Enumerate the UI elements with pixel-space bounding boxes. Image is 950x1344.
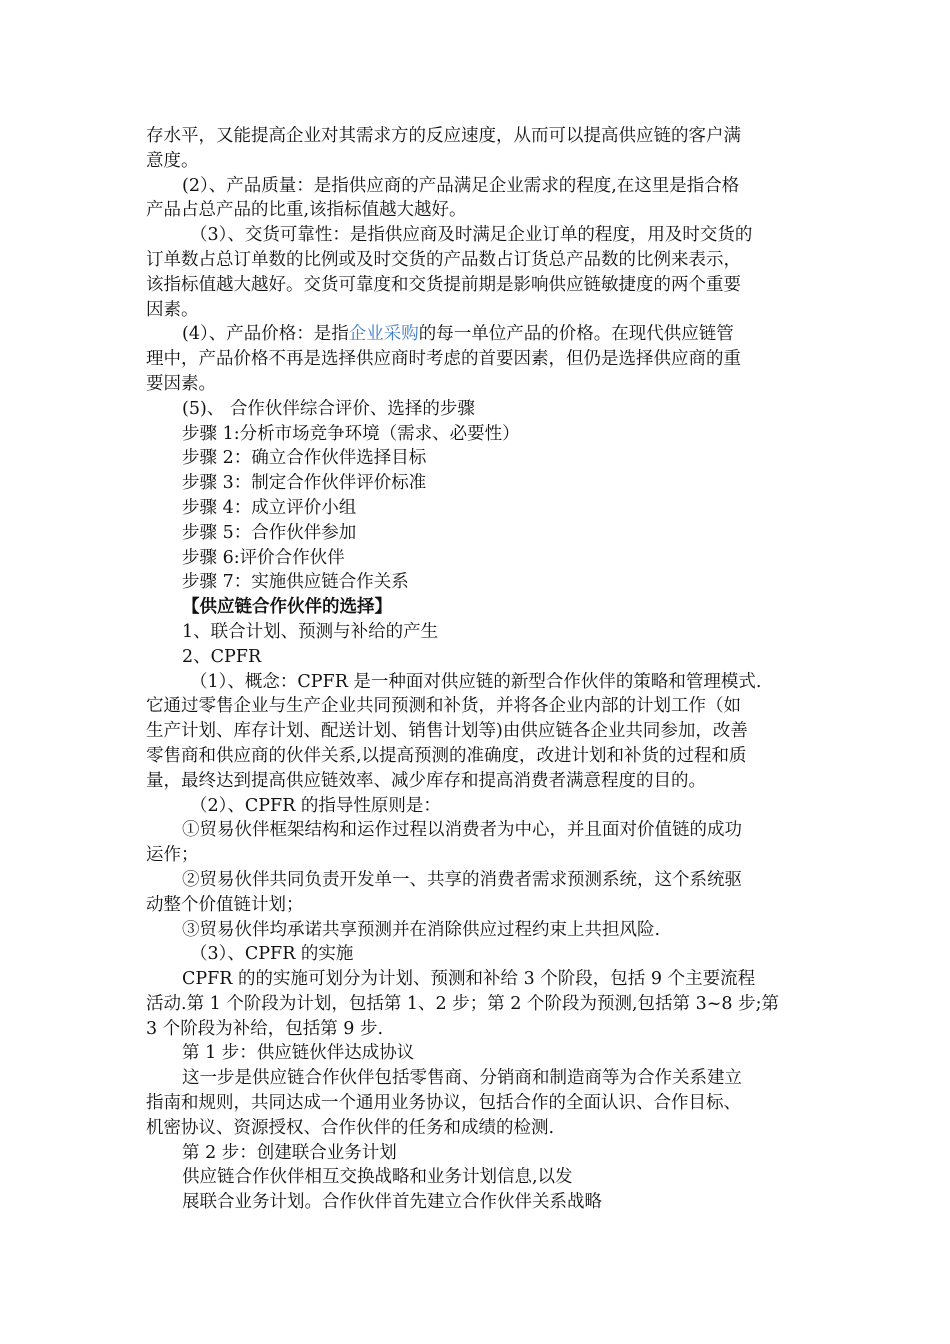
text-line: ②贸易伙伴共同负责开发单一、共享的消费者需求预测系统，这个系统驱 bbox=[182, 869, 742, 890]
text-line: 步骤 2：确立合作伙伴选择目标 bbox=[182, 448, 427, 469]
text-line: 步骤 7：实施供应链合作关系 bbox=[182, 572, 409, 593]
text-line: 步骤 1:分析市场竞争环境（需求、必要性） bbox=[182, 423, 520, 444]
text-line: 订单数占总订单数的比例或及时交货的产品数占订货总产品数的比例来表示， bbox=[146, 249, 741, 270]
text-line: 供应链合作伙伴相互交换战略和业务计划信息,以发 bbox=[182, 1167, 573, 1188]
text-line: (2）、产品质量：是指供应商的产品满足企业需求的程度,在这里是指合格 bbox=[182, 175, 740, 196]
text-line: 零售商和供应商的伙伴关系,以提高预测的准确度，改进计划和补货的过程和质 bbox=[146, 745, 747, 766]
text-line: 第 1 步：供应链伙伴达成协议 bbox=[182, 1043, 415, 1064]
enterprise-procurement-link[interactable]: 企业采购 bbox=[348, 324, 419, 345]
text-line: 因素。 bbox=[146, 299, 199, 320]
text-line: (5)、 合作伙伴综合评价、选择的步骤 bbox=[182, 398, 475, 419]
text-line: 意度。 bbox=[146, 150, 199, 171]
text-line: 产品占总产品的比重,该指标值越大越好。 bbox=[146, 200, 467, 221]
text-line: ①贸易伙伴框架结构和运作过程以消费者为中心，并且面对价值链的成功 bbox=[182, 820, 742, 841]
text-line: ③贸易伙伴均承诺共享预测并在消除供应过程约束上共担风险. bbox=[182, 919, 661, 940]
text-line: 该指标值越大越好。交货可靠度和交货提前期是影响供应链敏捷度的两个重要 bbox=[146, 274, 741, 295]
text-line: 步骤 4：成立评价小组 bbox=[182, 497, 357, 518]
text-line: 生产计划、库存计划、配送计划、销售计划等)由供应链各企业共同参加，改善 bbox=[146, 721, 748, 742]
text-line: CPFR 的的实施可划分为计划、预测和补给 3 个阶段，包括 9 个主要流程 bbox=[182, 969, 756, 990]
text-line: （1）、概念：CPFR 是一种面对供应链的新型合作伙伴的策略和管理模式. bbox=[190, 671, 762, 692]
text-span: (4）、产品价格：是指 bbox=[182, 324, 349, 345]
text-line: 活动.第 1 个阶段为计划，包括第 1、2 步；第 2 个阶段为预测,包括第 3~8 步;第 bbox=[146, 993, 779, 1014]
text-line: 1、联合计划、预测与补给的产生 bbox=[182, 621, 439, 642]
text-line: 机密协议、资源授权、合作伙伴的任务和成绩的检测. bbox=[146, 1117, 555, 1138]
text-line: 指南和规则，共同达成一个通用业务协议，包括合作的全面认识、合作目标、 bbox=[146, 1093, 741, 1114]
text-line: 存水平，又能提高企业对其需求方的反应速度，从而可以提高供应链的客户满 bbox=[146, 126, 741, 146]
text-line: 2、CPFR bbox=[182, 646, 262, 667]
text-line: 理中，产品价格不再是选择供应商时考虑的首要因素，但仍是选择供应商的重 bbox=[146, 349, 741, 370]
text-line: 步骤 3：制定合作伙伴评价标准 bbox=[182, 473, 427, 494]
text-line: （2）、CPFR 的指导性原则是： bbox=[190, 795, 441, 816]
text-line: 运作； bbox=[146, 845, 199, 866]
text-line: 量，最终达到提高供应链效率、减少库存和提高消费者满意程度的目的。 bbox=[146, 770, 706, 791]
text-span: 的每一单位产品的价格。在现代供应链管 bbox=[418, 324, 734, 345]
section-heading: 【供应链合作伙伴的选择】 bbox=[182, 597, 392, 618]
text-line: 要因素。 bbox=[146, 373, 216, 394]
text-line bbox=[146, 322, 812, 347]
text-line: 步骤 5：合作伙伴参加 bbox=[182, 522, 357, 543]
text-line: 第 2 步：创建联合业务计划 bbox=[182, 1142, 397, 1163]
text-line: 动整个价值链计划； bbox=[146, 894, 304, 915]
text-line: 3 个阶段为补给，包括第 9 步. bbox=[146, 1018, 384, 1039]
text-line: （3）、CPFR 的实施 bbox=[190, 944, 354, 965]
document-body bbox=[146, 124, 812, 1215]
text-line: （3）、交货可靠性：是指供应商及时满足企业订单的程度，用及时交货的 bbox=[190, 225, 753, 246]
text-line: 步骤 6:评价合作伙伴 bbox=[182, 547, 345, 568]
text-line: 它通过零售企业与生产企业共同预测和补货，并将各企业内部的计划工作（如 bbox=[146, 696, 741, 717]
text-line: 这一步是供应链合作伙伴包括零售商、分销商和制造商等为合作关系建立 bbox=[182, 1068, 742, 1089]
text-line: 展联合业务计划。合作伙伴首先建立合作伙伴关系战略 bbox=[182, 1192, 602, 1213]
